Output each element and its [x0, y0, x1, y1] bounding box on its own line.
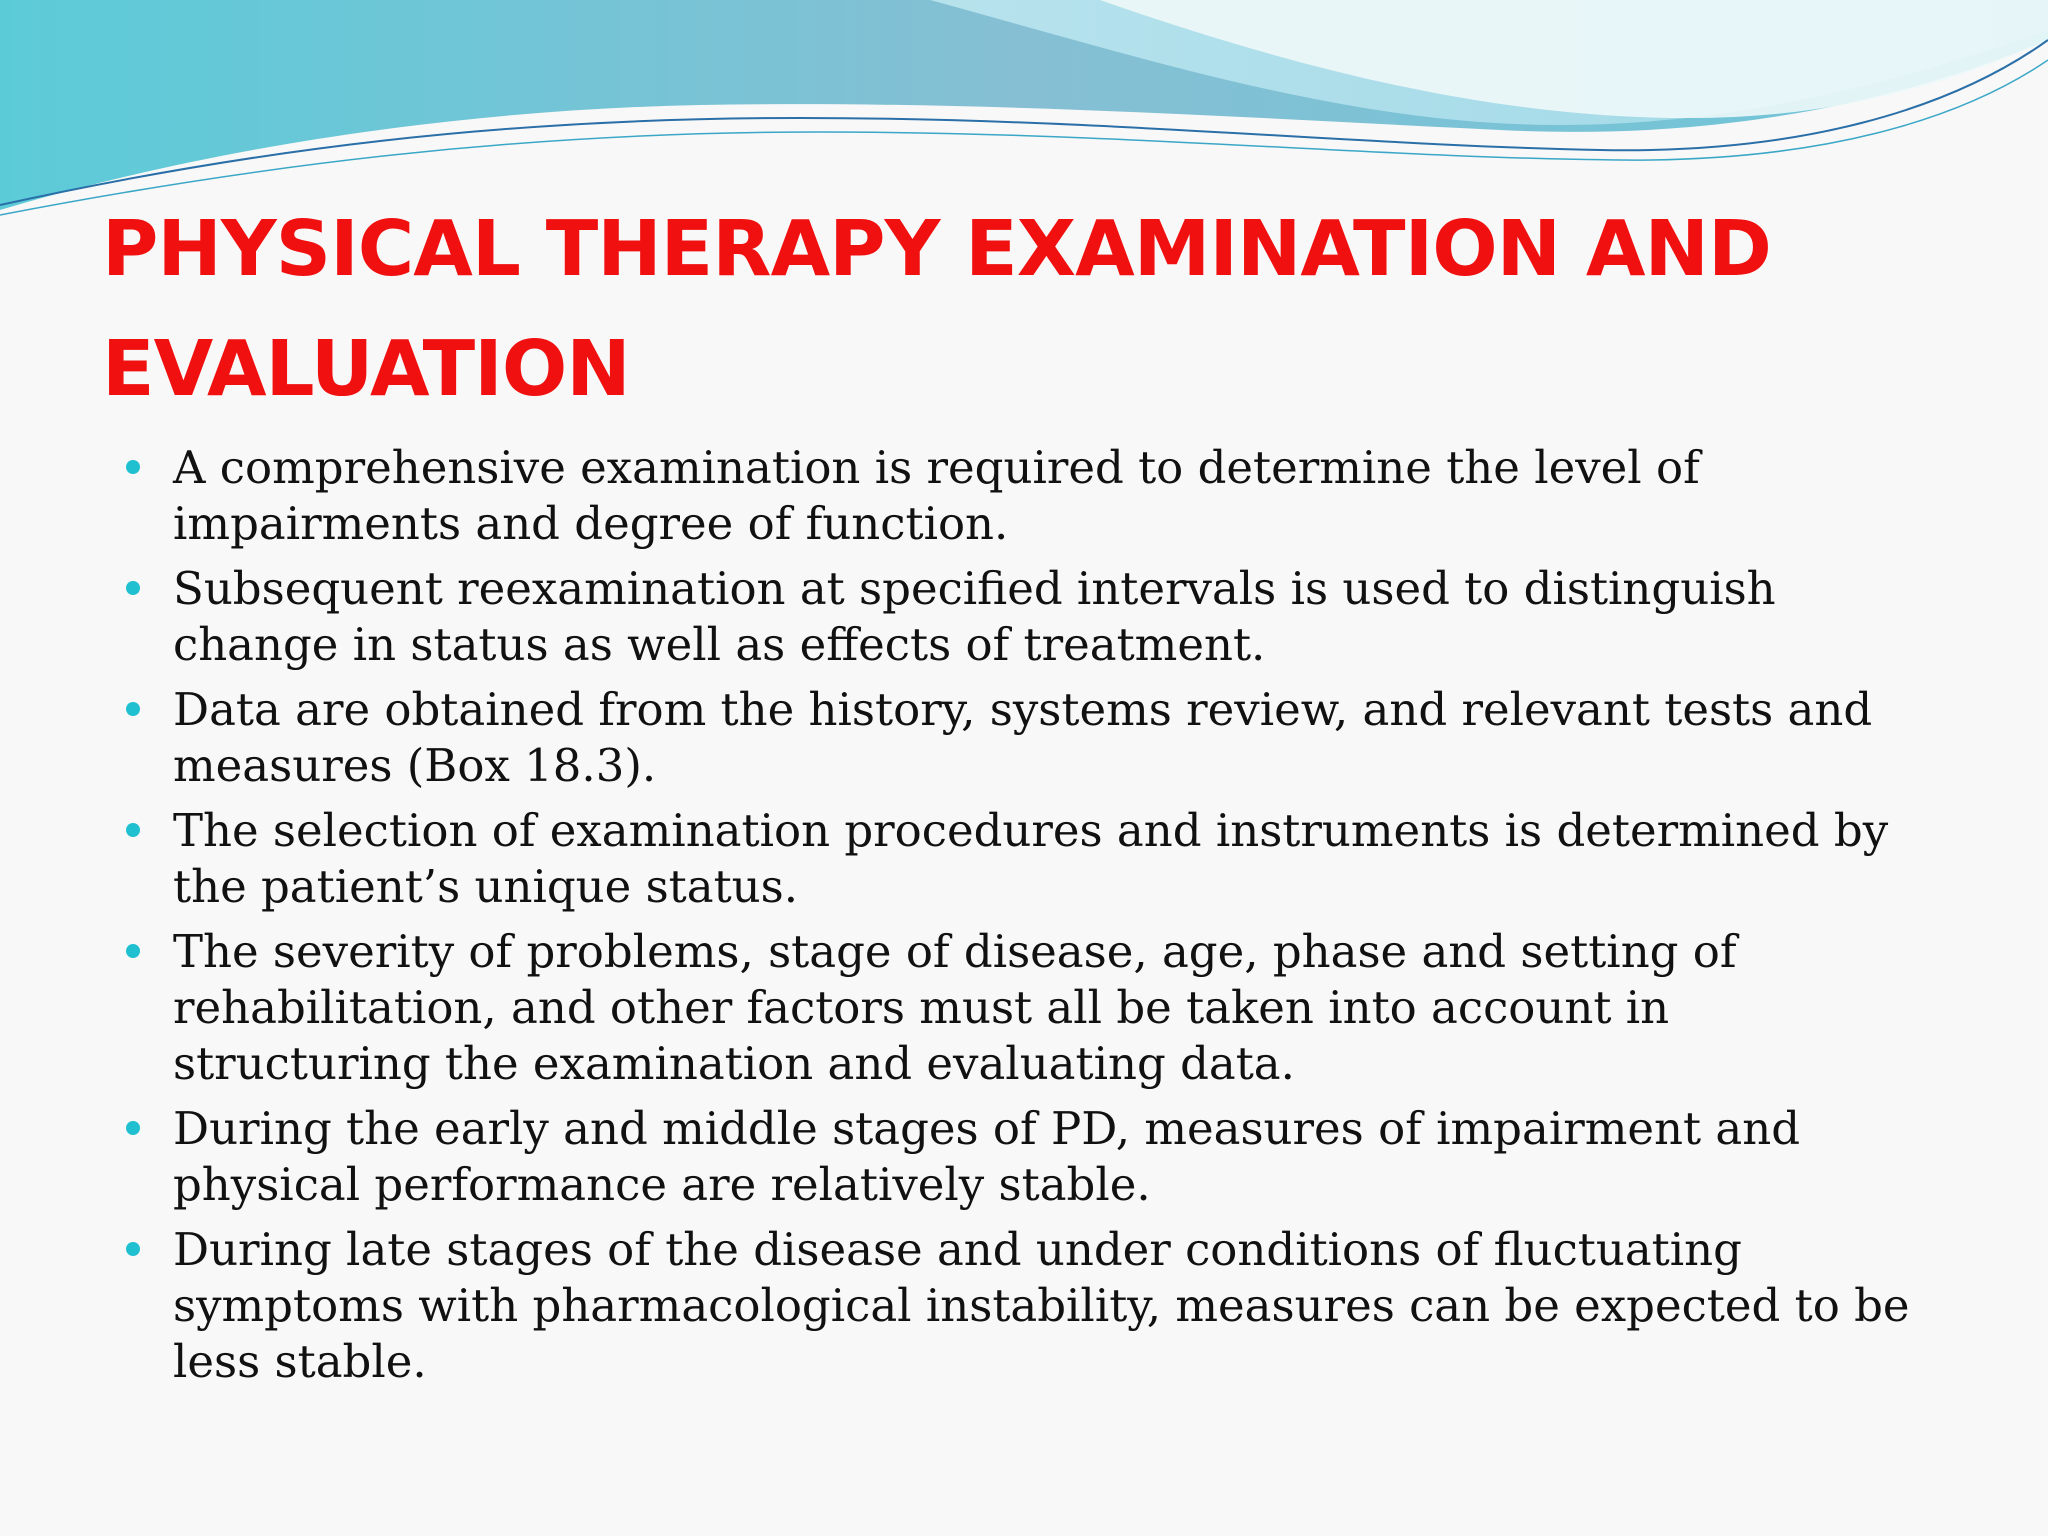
- bullet-item: [124, 561, 1924, 673]
- bullet-dot-icon: [126, 581, 140, 595]
- bullet-text: During the early and middle stages of PD, measures of impairment and physical performance are relatively stable.: [173, 1102, 1801, 1211]
- bullet-dot-icon: [126, 702, 140, 716]
- bullet-text: Data are obtained from the history, systems review, and relevant tests and measures (Box 18.3).: [173, 683, 1873, 792]
- bullet-dot-icon: [126, 460, 140, 474]
- bullet-item: [124, 440, 1924, 552]
- bullet-text: The severity of problems, stage of disease, age, phase and setting of rehabilitation, and other factors must all be taken into account in structuring the examination and evaluating data.: [173, 925, 1737, 1090]
- bullet-text: Subsequent reexamination at specified intervals is used to distinguish change in status as well as effects of treatment.: [173, 562, 1776, 671]
- bullet-item: [124, 924, 1924, 1092]
- bullet-item: [124, 682, 1924, 794]
- bullet-item: [124, 1222, 1924, 1390]
- bullet-dot-icon: [126, 1242, 140, 1256]
- bullet-text: During late stages of the disease and under conditions of fluctuating symptoms with pharmacological instability, measures can be expected to be less stable.: [173, 1223, 1910, 1388]
- bullet-dot-icon: [126, 944, 140, 958]
- bullet-list: [124, 440, 1924, 1399]
- bullet-dot-icon: [126, 1121, 140, 1135]
- bullet-text: The selection of examination procedures and instruments is determined by the patient’s unique status.: [173, 804, 1889, 913]
- bullet-item: [124, 1101, 1924, 1213]
- bullet-text: A comprehensive examination is required to determine the level of impairments and degree of function.: [173, 441, 1700, 550]
- bullet-item: [124, 803, 1924, 915]
- bullet-dot-icon: [126, 823, 140, 837]
- slide-title: PHYSICAL THERAPY EXAMINATION AND EVALUATION: [102, 205, 1771, 414]
